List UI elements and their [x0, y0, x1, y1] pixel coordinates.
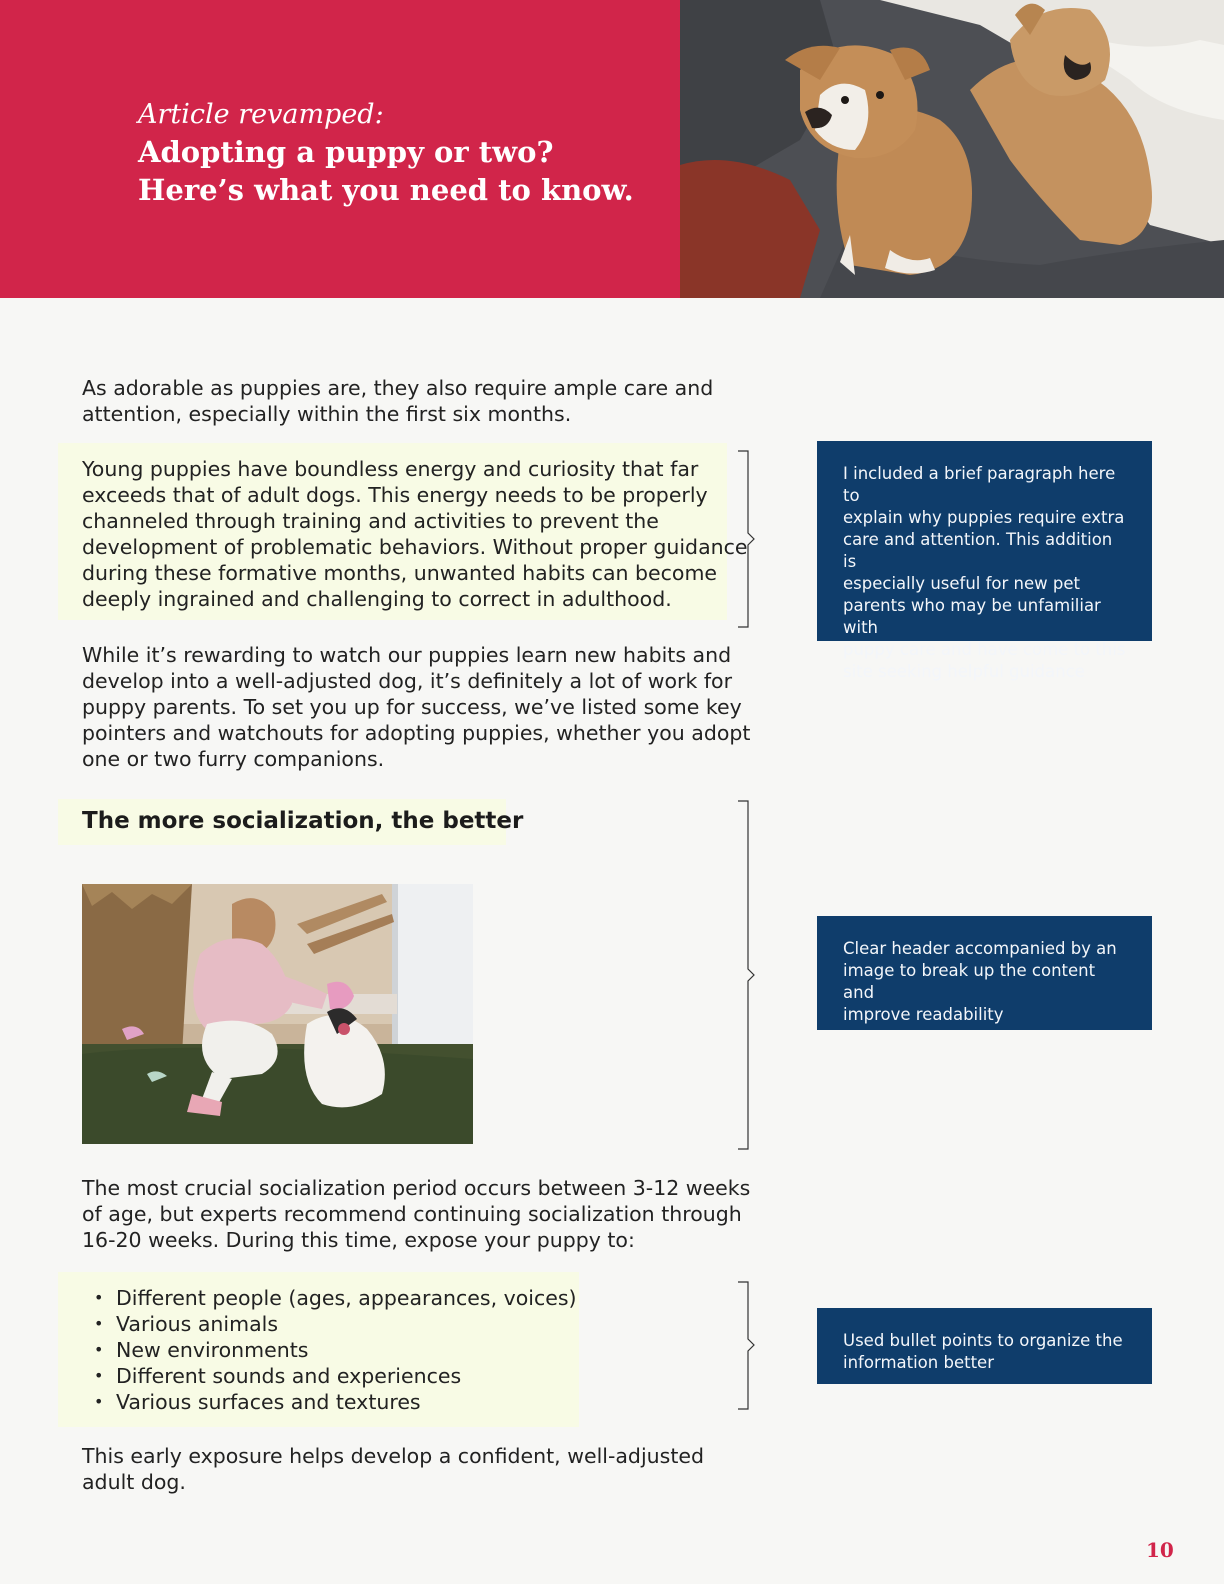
paragraph-line: exceeds that of adult dogs. This energy needs to be properly	[82, 483, 708, 507]
girl-and-dog-photo	[82, 884, 473, 1144]
brace-icon	[736, 800, 756, 1150]
energy-paragraph	[82, 456, 748, 612]
annotation-note	[817, 916, 1152, 1030]
puppies-photo	[680, 0, 1224, 298]
paragraph-line: channeled through training and activities to prevent the	[82, 509, 659, 533]
paragraph-line: Young puppies have boundless energy and curiosity that far	[82, 457, 699, 481]
list-item: • Various surfaces and textures	[92, 1389, 577, 1415]
intro-line: attention, especially within the first six months.	[82, 402, 572, 426]
note-line: Used bullet points to organize the	[843, 1331, 1123, 1350]
annotation-note	[817, 1308, 1152, 1384]
list-item: • Various animals	[92, 1311, 577, 1337]
paragraph-line: 16-20 weeks. During this time, expose your puppy to:	[82, 1228, 635, 1252]
note-line: improve readability	[843, 1005, 1004, 1024]
note-line: image to break up the content and	[843, 961, 1096, 1002]
paragraph-line: puppy parents. To set you up for success, we’ve listed some key	[82, 695, 742, 719]
header-title-line2: Here’s what you need to know.	[138, 173, 634, 207]
list-item: • Different sounds and experiences	[92, 1363, 577, 1389]
puppies-illustration	[680, 0, 1224, 298]
paragraph-line: during these formative months, unwanted habits can become	[82, 561, 718, 585]
note-line: care and attention. This addition is	[843, 530, 1113, 571]
intro-paragraph	[82, 375, 713, 427]
brace-icon	[736, 450, 756, 628]
list-item: • Different people (ages, appearances, voices)	[92, 1285, 577, 1311]
section-heading: The more socialization, the better	[82, 808, 524, 834]
article-header	[138, 97, 634, 209]
paragraph-line: The most crucial socialization period occurs between 3-12 weeks	[82, 1176, 751, 1200]
note-line: especially useful for new pet	[843, 574, 1080, 593]
annotation-note	[817, 441, 1152, 681]
paragraph-line: of age, but experts recommend continuing socialization through	[82, 1202, 742, 1226]
closing-line: This early exposure helps develop a confident, well-adjusted	[82, 1444, 704, 1468]
paragraph-line: develop into a well-adjusted dog, it’s definitely a lot of work for	[82, 669, 733, 693]
paragraph-line: one or two furry companions.	[82, 747, 385, 771]
list-item: • New environments	[92, 1337, 577, 1363]
brace-icon	[736, 1281, 756, 1410]
note-line: I included a brief paragraph here to	[843, 464, 1116, 505]
note-line: parents who may be unfamiliar with	[843, 596, 1101, 637]
note-line: Clear header accompanied by an	[843, 939, 1117, 958]
note-line: information better	[843, 1353, 994, 1372]
closing-line: adult dog.	[82, 1470, 186, 1494]
paragraph-line: development of problematic behaviors. Without proper guidance	[82, 535, 748, 559]
paragraph-line: While it’s rewarding to watch our puppies learn new habits and	[82, 643, 732, 667]
girl-and-dog-illustration	[82, 884, 473, 1144]
closing-paragraph	[82, 1443, 704, 1495]
note-line: site seeking helpful guidance	[843, 662, 1085, 681]
rewarding-paragraph	[82, 642, 750, 772]
exposure-list	[92, 1285, 577, 1415]
header-title-line1: Adopting a puppy or two?	[138, 135, 554, 169]
header-kicker: Article revamped:	[138, 99, 384, 130]
note-line: puppy care and have come to this	[843, 640, 1126, 659]
socialization-paragraph	[82, 1175, 750, 1253]
note-line: explain why puppies require extra	[843, 508, 1125, 527]
paragraph-line: deeply ingrained and challenging to correct in adulthood.	[82, 587, 672, 611]
intro-line: As adorable as puppies are, they also require ample care and	[82, 376, 714, 400]
paragraph-line: pointers and watchouts for adopting puppies, whether you adopt	[82, 721, 751, 745]
page-number: 10	[1146, 1538, 1174, 1562]
